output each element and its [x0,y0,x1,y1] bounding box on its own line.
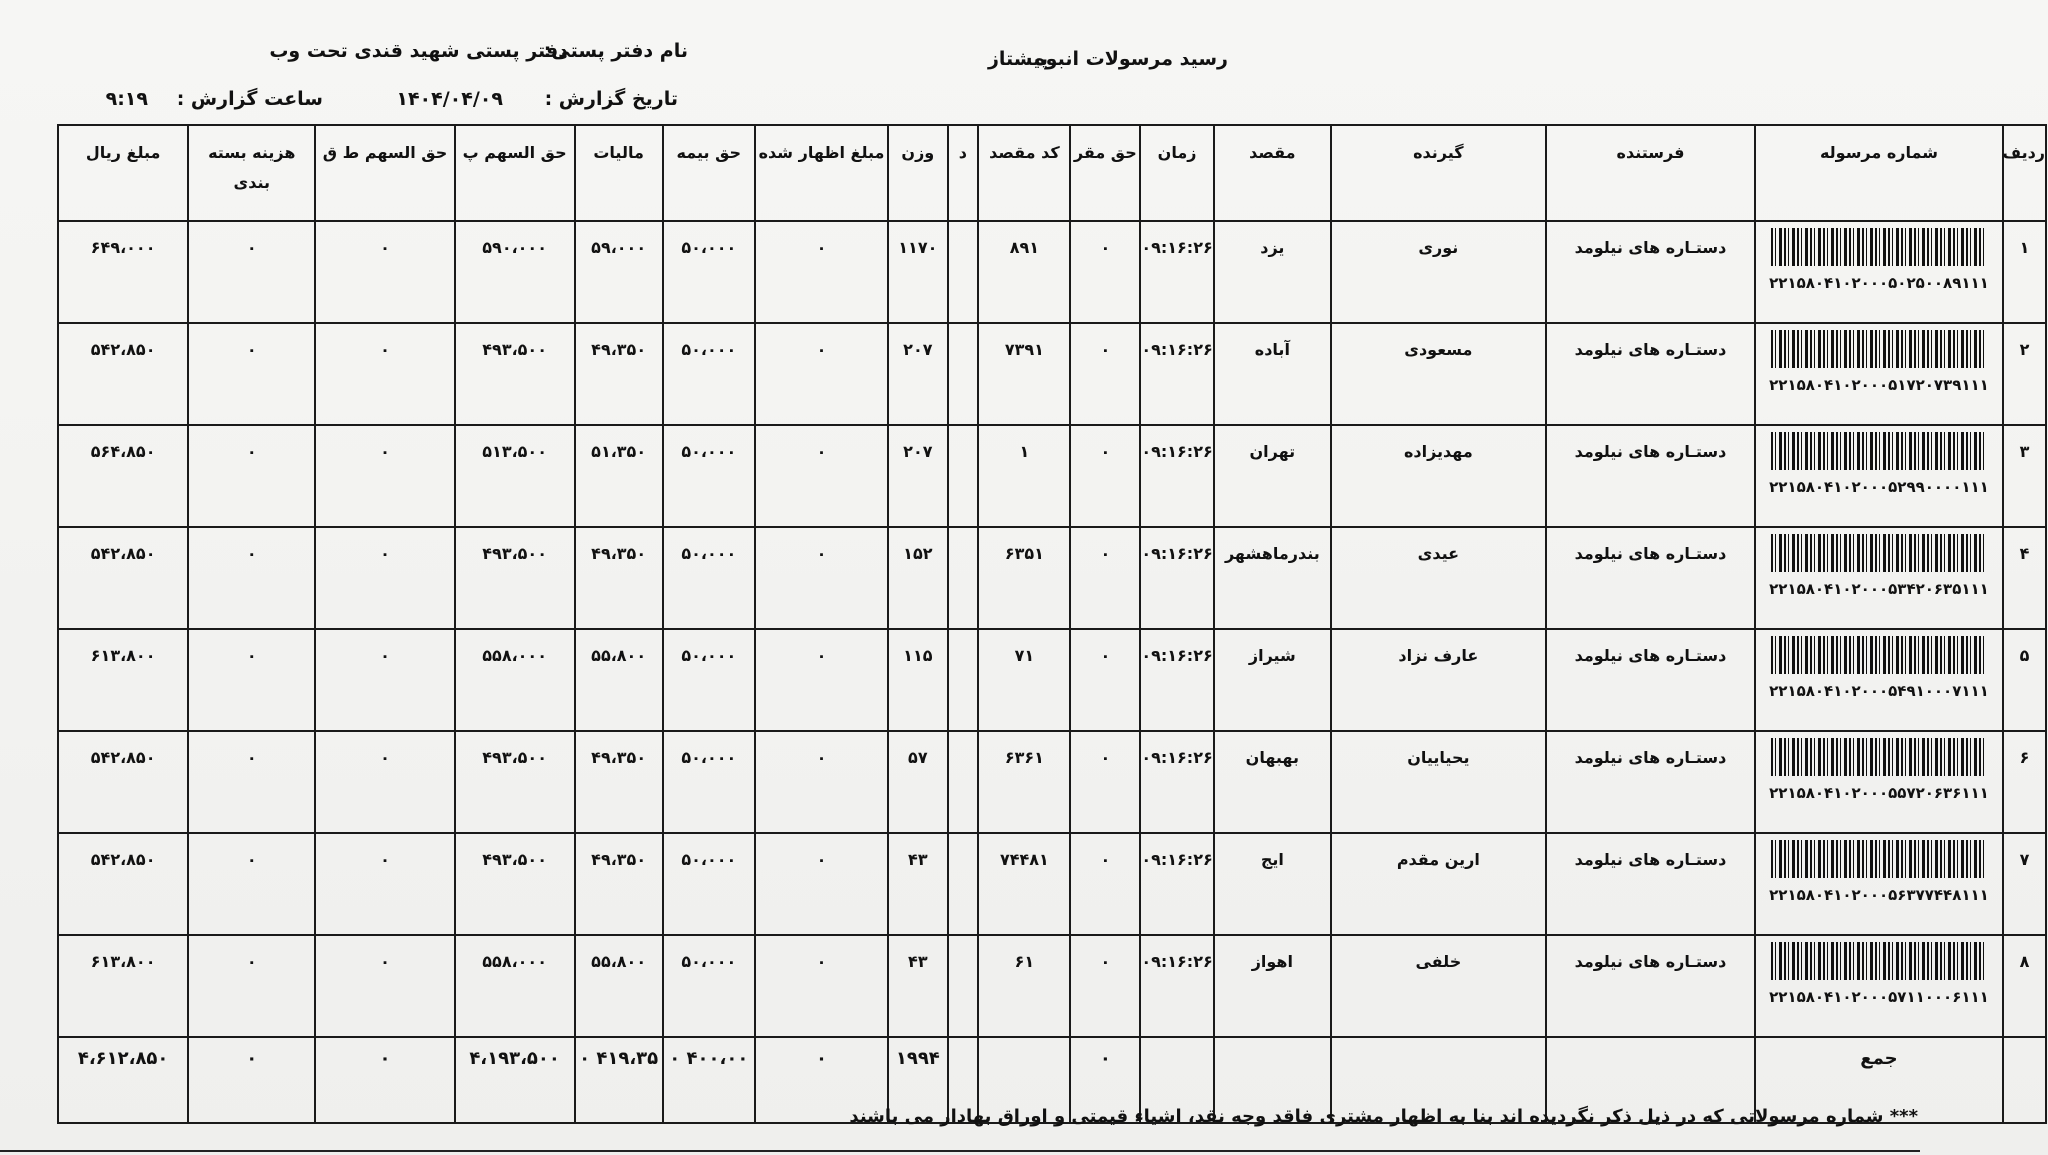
table-row [58,323,2046,425]
table-cell: ۰ [188,527,315,629]
table-cell: ۰ [755,527,888,629]
tracking-number: ۲۲۱۵۸۰۴۱۰۲۰۰۰۵۰۲۵۰۰۸۹۱۱۱ [1769,274,1989,292]
table-cell: ۰۹:۱۶:۲۶ [1140,833,1214,935]
table-cell [1755,629,2003,731]
table-cell: ۵۰،۰۰۰ [663,629,755,731]
table-cell: ۸ [2003,935,2046,1037]
office-label: نام دفتر پستی: [543,40,688,62]
tracking-number: ۲۲۱۵۸۰۴۱۰۲۰۰۰۵۳۴۲۰۶۳۵۱۱۱ [1769,580,1989,598]
table-cell [948,527,979,629]
table-cell: ۶۳۵۱ [978,527,1070,629]
column-header: هزینه بسته بندی [188,125,315,221]
tracking-number: ۲۲۱۵۸۰۴۱۰۲۰۰۰۵۴۹۱۰۰۰۷۱۱۱ [1769,682,1989,700]
table-cell: ۰ [755,425,888,527]
totals-cell: ۰ [315,1037,454,1123]
table-cell: ۱ [978,425,1070,527]
table-cell: ۰ [315,425,454,527]
table-cell: دستـاره های نیلومد [1546,425,1755,527]
table-cell: بندرماهشهر [1214,527,1331,629]
totals-cell: ۰ [188,1037,315,1123]
table-cell [1755,425,2003,527]
totals-cell: ۴۱۹،۳۵ ۰ [575,1037,663,1123]
table-cell [1755,935,2003,1037]
table-cell: ۴۳ [888,833,947,935]
table-cell: ۰ [188,221,315,323]
table-cell: ۵۴۲،۸۵۰ [58,527,188,629]
table-cell: ۰ [315,323,454,425]
table-cell: ۰ [188,833,315,935]
table-cell: ۴۹،۳۵۰ [575,833,663,935]
table-cell [948,629,979,731]
table-cell: ۵۰،۰۰۰ [663,221,755,323]
table-cell: تهران [1214,425,1331,527]
table-cell: ۵۱۳،۵۰۰ [455,425,575,527]
table-cell: دستـاره های نیلومد [1546,731,1755,833]
table-cell: شیراز [1214,629,1331,731]
table-cell: ۰ [755,221,888,323]
table-cell: خلفی [1331,935,1546,1037]
table-cell: مسعودی [1331,323,1546,425]
table-cell: ۵۴۲،۸۵۰ [58,731,188,833]
table-cell: ۲۰۷ [888,323,947,425]
table-row [58,221,2046,323]
table-row [58,833,2046,935]
time-value: ۹:۱۹ [105,88,148,110]
table-cell: ۰ [1070,425,1140,527]
table-cell: ۶ [2003,731,2046,833]
table-cell: ۶۱۳،۸۰۰ [58,629,188,731]
table-cell: ۰ [188,425,315,527]
column-header: کد مقصد [978,125,1070,221]
table-cell [1755,221,2003,323]
table-cell: نوری [1331,221,1546,323]
table-cell [948,221,979,323]
table-cell: ۷۴۴۸۱ [978,833,1070,935]
column-header: مبلغ ریال [58,125,188,221]
table-cell: ۰ [755,323,888,425]
shipments-table [57,124,2047,1124]
table-cell: ۱۱۷۰ [888,221,947,323]
totals-cell: ۰ [755,1037,888,1123]
table-cell: ۰ [315,629,454,731]
table-cell: ۲۰۷ [888,425,947,527]
column-header: شماره مرسوله [1755,125,2003,221]
table-cell: دستـاره های نیلومد [1546,629,1755,731]
barcode-icon [1771,534,1986,572]
table-cell: ۵۹۰،۰۰۰ [455,221,575,323]
time-label: ساعت گزارش : [176,88,323,110]
table-cell: ۰ [188,731,315,833]
barcode-icon [1771,330,1986,368]
table-cell: ۵۵۸،۰۰۰ [455,629,575,731]
table-cell: ۰ [755,833,888,935]
column-header: زمان [1140,125,1214,221]
table-cell: ۰ [1070,731,1140,833]
table-cell: ۴۹۳،۵۰۰ [455,323,575,425]
table-cell: ۶۳۶۱ [978,731,1070,833]
table-cell: یزد [1214,221,1331,323]
table-cell [948,425,979,527]
table-cell: ۵۰،۰۰۰ [663,935,755,1037]
table-cell: ۰ [1070,323,1140,425]
table-cell: ۷ [2003,833,2046,935]
table-cell: دستـاره های نیلومد [1546,935,1755,1037]
table-cell [1755,833,2003,935]
table-cell: ۱ [2003,221,2046,323]
table-cell: ۴۹۳،۵۰۰ [455,833,575,935]
table-cell: ۶۱ [978,935,1070,1037]
table-cell: ۰ [1070,833,1140,935]
table-cell: ایج [1214,833,1331,935]
table-cell: دستـاره های نیلومد [1546,221,1755,323]
table-row [58,731,2046,833]
totals-cell: ۰ [1070,1037,1140,1123]
column-header: مقصد [1214,125,1331,221]
table-cell: ۴۹۳،۵۰۰ [455,527,575,629]
table-cell: ۰ [1070,935,1140,1037]
table-cell: ۴۹،۳۵۰ [575,527,663,629]
report-title: رسید مرسولات انبوه [1034,48,1228,70]
table-row [58,935,2046,1037]
column-header: فرستنده [1546,125,1755,221]
table-cell: ۶۱۳،۸۰۰ [58,935,188,1037]
table-cell: ارین مقدم [1331,833,1546,935]
totals-cell: ۴،۶۱۲،۸۵۰ [58,1037,188,1123]
barcode-icon [1771,636,1986,674]
barcode-icon [1771,432,1986,470]
table-cell: ۰۹:۱۶:۲۶ [1140,935,1214,1037]
footer-divider [0,1150,1920,1152]
column-header: ردیف [2003,125,2046,221]
table-cell [948,935,979,1037]
table-cell: ۴۹،۳۵۰ [575,323,663,425]
service-type: پیشتاز [987,48,1048,70]
table-row [58,527,2046,629]
tracking-number: ۲۲۱۵۸۰۴۱۰۲۰۰۰۵۶۳۷۷۴۴۸۱۱۱ [1769,886,1989,904]
table-cell: ۷۳۹۱ [978,323,1070,425]
table-cell: ۰ [315,221,454,323]
table-cell: ۰ [188,323,315,425]
date-value: ۱۴۰۴/۰۴/۰۹ [396,88,503,110]
table-cell [948,833,979,935]
table-cell: ۰ [1070,629,1140,731]
table-header-row [58,125,2046,221]
table-cell: ۴ [2003,527,2046,629]
tracking-number: ۲۲۱۵۸۰۴۱۰۲۰۰۰۵۲۹۹۰۰۰۰۱۱۱ [1769,478,1989,496]
table-cell [1755,323,2003,425]
table-cell: ۵۴۲،۸۵۰ [58,833,188,935]
table-cell: ۴۹۳،۵۰۰ [455,731,575,833]
column-header: حق مقر [1070,125,1140,221]
table-cell: ۰ [755,629,888,731]
table-cell [948,323,979,425]
table-cell [948,731,979,833]
table-cell: ۱۱۵ [888,629,947,731]
totals-cell: ۱۹۹۴ [888,1037,947,1123]
table-cell: ۰ [315,731,454,833]
table-cell: ۵۹،۰۰۰ [575,221,663,323]
table-cell: ۰ [188,629,315,731]
table-cell: ۰ [315,935,454,1037]
column-header: گیرنده [1331,125,1546,221]
column-header: مالیات [575,125,663,221]
table-cell: آباده [1214,323,1331,425]
column-header: مبلغ اظهار شده [755,125,888,221]
table-cell: ۸۹۱ [978,221,1070,323]
table-cell: مهدیزاده [1331,425,1546,527]
barcode-icon [1771,840,1986,878]
table-cell: ۵۵۸،۰۰۰ [455,935,575,1037]
table-cell: ۰ [1070,221,1140,323]
table-cell: ۵۵،۸۰۰ [575,935,663,1037]
table-cell: ۳ [2003,425,2046,527]
table-cell: ۰۹:۱۶:۲۶ [1140,425,1214,527]
table-cell: عیدی [1331,527,1546,629]
table-cell: ۴۹،۳۵۰ [575,731,663,833]
table-cell: ۰ [188,935,315,1037]
table-cell: ۰۹:۱۶:۲۶ [1140,323,1214,425]
table-cell: ۵۷ [888,731,947,833]
column-header: وزن [888,125,947,221]
table-cell: ۵۰،۰۰۰ [663,425,755,527]
barcode-icon [1771,738,1986,776]
table-cell: ۵۶۴،۸۵۰ [58,425,188,527]
table-cell: ۰ [755,935,888,1037]
table-cell: ۰ [755,731,888,833]
table-cell: دستـاره های نیلومد [1546,527,1755,629]
table-cell [1755,731,2003,833]
table-cell: ۰۹:۱۶:۲۶ [1140,629,1214,731]
table-cell: بهبهان [1214,731,1331,833]
table-cell: ۷۱ [978,629,1070,731]
column-header: حق السهم پ [455,125,575,221]
table-cell: ۰۹:۱۶:۲۶ [1140,731,1214,833]
table-cell: ۵۱،۳۵۰ [575,425,663,527]
table-cell: ۵ [2003,629,2046,731]
table-cell: ۱۵۲ [888,527,947,629]
totals-cell: ۴،۱۹۳،۵۰۰ [455,1037,575,1123]
table-cell [1755,527,2003,629]
table-cell: ۰ [315,527,454,629]
table-cell: دستـاره های نیلومد [1546,323,1755,425]
table-cell: ۴۳ [888,935,947,1037]
table-cell: ۵۴۲،۸۵۰ [58,323,188,425]
table-cell: ۵۰،۰۰۰ [663,833,755,935]
table-row [58,425,2046,527]
column-header: حق بیمه [663,125,755,221]
barcode-icon [1771,942,1986,980]
table-cell: ۰۹:۱۶:۲۶ [1140,221,1214,323]
table-cell: عارف نزاد [1331,629,1546,731]
date-label: تاریخ گزارش : [544,88,678,110]
totals-cell: ۴۰۰،۰۰ ۰ [663,1037,755,1123]
table-cell: دستـاره های نیلومد [1546,833,1755,935]
column-header: د [948,125,979,221]
table-cell: ۶۴۹،۰۰۰ [58,221,188,323]
table-cell: اهواز [1214,935,1331,1037]
footnote: *** شماره مرسولاتی که در ذیل ذکر نگردیده اند بنا به اظهار مشتری فاقد وجه نقد، اشیاء قیمتی و اوراق بهادار می باشند [849,1106,1918,1127]
barcode-icon [1771,228,1986,266]
table-cell: ۵۵،۸۰۰ [575,629,663,731]
office-value: دفتر پستی شهید قندی تحت وب [269,40,568,62]
column-header: حق السهم ط ق [315,125,454,221]
table-cell: ۵۰،۰۰۰ [663,527,755,629]
table-cell: ۵۰،۰۰۰ [663,731,755,833]
table-cell: ۰ [1070,527,1140,629]
tracking-number: ۲۲۱۵۸۰۴۱۰۲۰۰۰۵۵۷۲۰۶۳۶۱۱۱ [1769,784,1989,802]
table-cell: یحیاییان [1331,731,1546,833]
table-cell: ۰۹:۱۶:۲۶ [1140,527,1214,629]
tracking-number: ۲۲۱۵۸۰۴۱۰۲۰۰۰۵۱۷۲۰۷۳۹۱۱۱ [1769,376,1989,394]
table-cell: ۰ [315,833,454,935]
table-cell: ۲ [2003,323,2046,425]
totals-cell: جمع [1755,1037,2003,1123]
table-row [58,629,2046,731]
tracking-number: ۲۲۱۵۸۰۴۱۰۲۰۰۰۵۷۱۱۰۰۰۶۱۱۱ [1769,988,1989,1006]
totals-cell [2003,1037,2046,1123]
table-cell: ۵۰،۰۰۰ [663,323,755,425]
